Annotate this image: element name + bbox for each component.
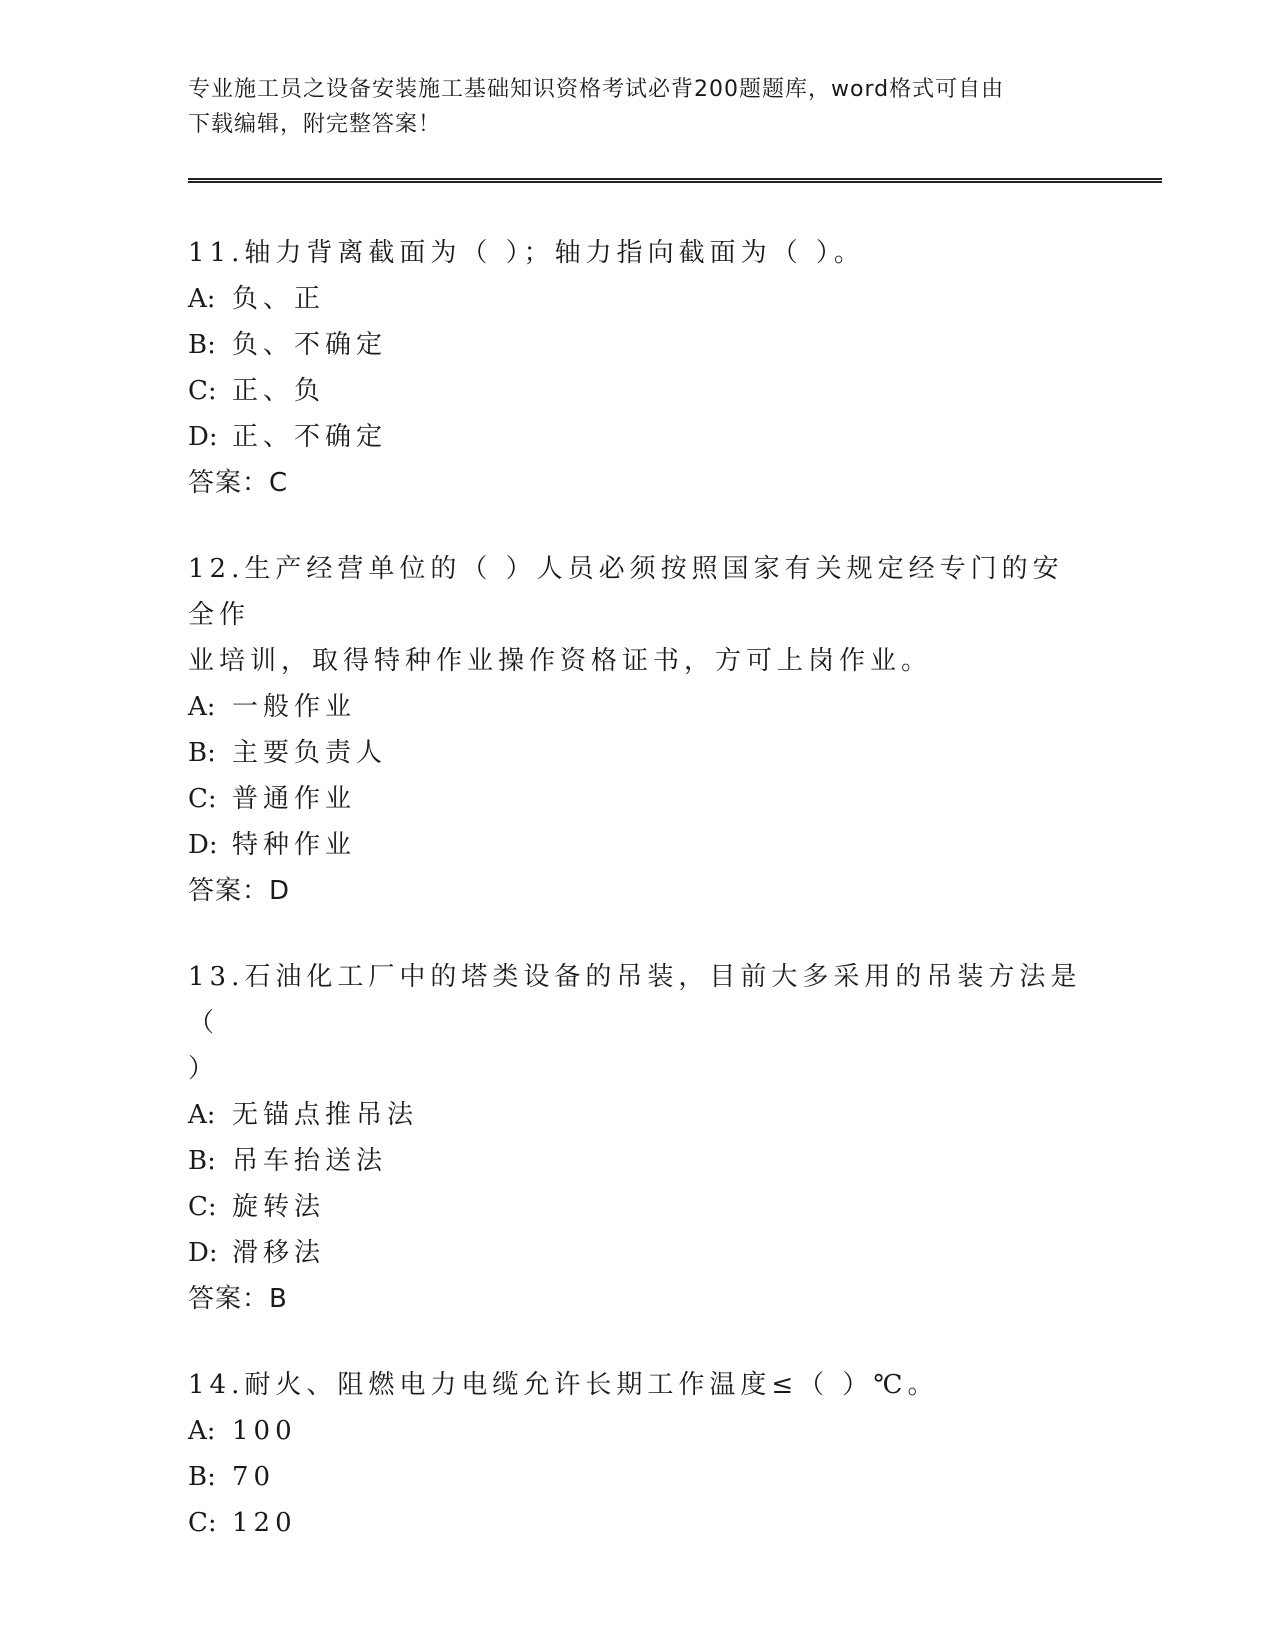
answer-line: 答案：C (188, 468, 289, 498)
option-key: C: (188, 784, 217, 814)
option-text: 120 (232, 1508, 297, 1538)
answer-line: 答案：D (188, 876, 291, 906)
option-text: 滑移法 (232, 1238, 326, 1268)
option-text: 100 (232, 1416, 297, 1446)
question-stem-continued: 业培训，取得特种作业操作资格证书，方可上岗作业。 (188, 646, 933, 676)
option-c (188, 1500, 1088, 1546)
option-text: 特种作业 (232, 830, 357, 860)
option-b (188, 322, 1088, 368)
option-text: 吊车抬送法 (232, 1146, 388, 1176)
option-key: B: (188, 330, 216, 360)
question-14 (188, 1362, 1088, 1546)
header-line-2: 下载编辑，附完整答案！ (188, 112, 442, 137)
option-text: 普通作业 (232, 784, 357, 814)
header-line-1: 专业施工员之设备安装施工基础知识资格考试必背200题题库，word格式可自由 (188, 77, 1005, 102)
option-b (188, 1138, 1088, 1184)
option-a (188, 1092, 1088, 1138)
option-key: B: (188, 1146, 216, 1176)
option-text: 正、负 (232, 376, 326, 406)
option-b (188, 730, 1088, 776)
option-text: 无锚点推吊法 (232, 1100, 419, 1130)
question-stem-continued: ） (188, 1054, 220, 1084)
question-stem: 14.耐火、阻燃电力电缆允许长期工作温度≤（ ）℃。 (188, 1370, 939, 1400)
option-b (188, 1454, 1088, 1500)
option-text: 正、不确定 (232, 422, 388, 452)
question-11 (188, 230, 1088, 506)
option-text: 70 (232, 1462, 276, 1492)
option-text: 负、正 (232, 284, 326, 314)
option-text: 主要负责人 (232, 738, 388, 768)
question-12 (188, 546, 1088, 914)
option-key: A: (188, 1100, 216, 1130)
option-d (188, 822, 1088, 868)
option-key: C: (188, 376, 217, 406)
option-key: D: (188, 422, 218, 452)
option-c (188, 368, 1088, 414)
option-d (188, 1230, 1088, 1276)
option-key: B: (188, 1462, 216, 1492)
option-text: 旋转法 (232, 1192, 326, 1222)
question-list (188, 230, 1088, 1586)
header-divider (188, 178, 1162, 183)
question-stem: 11.轴力背离截面为（ ）；轴力指向截面为（ ）。 (188, 238, 865, 268)
option-a (188, 684, 1088, 730)
option-key: A: (188, 284, 216, 314)
option-c (188, 1184, 1088, 1230)
option-key: A: (188, 692, 216, 722)
option-text: 负、不确定 (232, 330, 388, 360)
option-a (188, 1408, 1088, 1454)
document-header (188, 72, 1068, 142)
option-key: A: (188, 1416, 216, 1446)
option-c (188, 776, 1088, 822)
option-key: D: (188, 830, 218, 860)
option-a (188, 276, 1088, 322)
option-key: C: (188, 1192, 217, 1222)
option-d (188, 414, 1088, 460)
option-key: C: (188, 1508, 217, 1538)
answer-line: 答案：B (188, 1284, 288, 1314)
question-13 (188, 954, 1088, 1322)
option-text: 一般作业 (232, 692, 357, 722)
question-stem: 12.生产经营单位的（ ）人员必须按照国家有关规定经专门的安全作 (188, 554, 1064, 630)
option-key: D: (188, 1238, 218, 1268)
option-key: B: (188, 738, 216, 768)
question-stem: 13.石油化工厂中的塔类设备的吊装，目前大多采用的吊装方法是（ (188, 962, 1082, 1038)
